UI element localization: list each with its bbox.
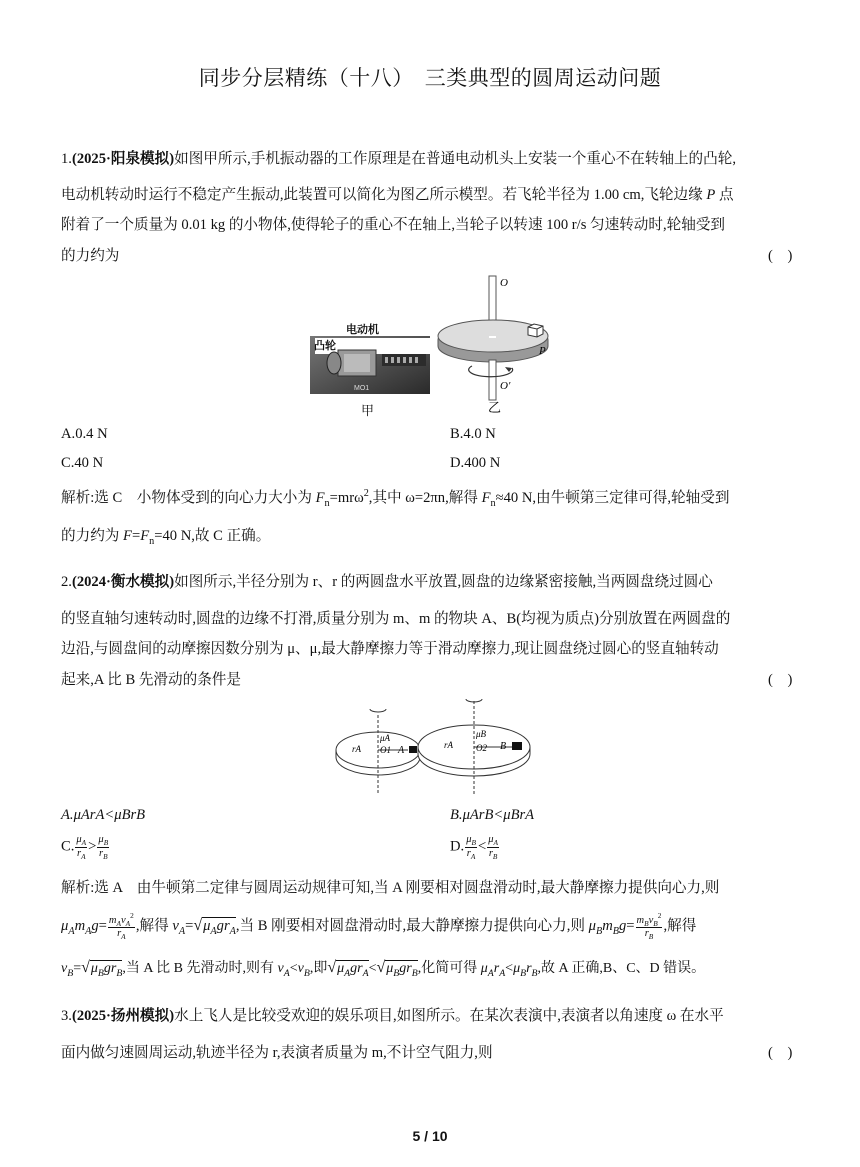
- label-yi: 乙: [488, 400, 502, 414]
- motor-label: 电动机: [346, 324, 379, 336]
- block-a-label: A: [398, 745, 405, 756]
- q2-option-c: C. $\frac{\mu_A}{r_A}$ > $\frac{\mu_B}{r_B}$: [61, 834, 109, 861]
- point-p-label: P: [539, 345, 546, 357]
- block-b-label: B: [500, 741, 507, 752]
- figure-jia-photo: [310, 318, 430, 400]
- r-a-label-right: rA: [444, 740, 453, 750]
- q2-analysis-line2: $\mu_Am_Ag=$ $\frac{m_Av_A^2}{r_A}$ ,解得 $v_A=√\mu_Agr_A$,当 B 刚要相对圆盘滑动时,最大静摩擦力提供向心力,则 $\mu_Bm_Bg=$ $\frac{m_Bv_B^2}{r_B}$ ,解得: [61, 911, 697, 942]
- q2-line1: 2.(2024·衡水模拟)如图所示,半径分别为 r、r 的两圆盘水平放置,圆盘的边缘紧密接触,当两圆盘绕过圆心: [61, 574, 713, 590]
- q2-line2: 的竖直轴匀速转动时,圆盘的边缘不打滑,质量分别为 m、m 的物块 A、B(均视为质点)分别放置在两圆盘的: [61, 611, 731, 627]
- q1-line3: 附着了一个质量为 0.01 kg 的小物体,使得轮子的重心不在轴上,当轮子以转速 100 r/s 匀速转动时,轮轴受到: [61, 217, 726, 233]
- q1-line1: 1.(2025·阳泉模拟)如图甲所示,手机振动器的工作原理是在普通电动机头上安装一个重心不在转轴上的凸轮,: [61, 151, 736, 167]
- q3-answer-paren: ( ): [768, 1045, 793, 1061]
- o2-label: O2: [476, 743, 487, 753]
- q2-analysis-line3: $v_B=√\mu_Bgr_B$,当 A 比 B 先滑动时,则有 $v_A<v_B$,即$√\mu_Agr_A<√\mu_Bgr_B$,化简可得 $\mu_Ar_A<\mu_Br_B$,故 A 正确,B、C、D 错误。: [61, 959, 706, 979]
- q1-option-c: C.40 N: [61, 455, 104, 471]
- axis-top-label: O: [500, 277, 508, 289]
- q2-line4: 起来,A 比 B 先滑动的条件是: [61, 672, 241, 688]
- q2-option-d: D. $\frac{\mu_B}{r_A}$ < $\frac{\mu_A}{r_B}$: [450, 834, 498, 861]
- q3-line1: 3.(2025·扬州模拟)水上飞人是比较受欢迎的娱乐项目,如图所示。在某次表演中,表演者以角速度 ω 在水平: [61, 1008, 724, 1024]
- q1-answer-paren: ( ): [768, 248, 793, 264]
- q1-option-d: D.400 N: [450, 455, 501, 471]
- page-number: 5 / 10: [412, 1128, 448, 1144]
- label-jia: 甲: [361, 403, 375, 418]
- q1-analysis-line2: 的力约为 $F=F_n=40$ N,故 C 正确。: [61, 528, 271, 547]
- figure-yi-flywheel: [436, 272, 576, 414]
- q2-option-a: A.μArA<μBrB: [61, 807, 146, 823]
- q1-line2: 电动机转动时运行不稳定产生振动,此装置可以简化为图乙所示模型。若飞轮半径为 1.00 cm,飞轮边缘 P 点: [61, 187, 734, 203]
- q2-line3: 边沿,与圆盘间的动摩擦因数分别为 μ、μ,最大静摩擦力等于滑动摩擦力,现让圆盘绕过圆心的竖直轴转动: [61, 641, 719, 657]
- q1-option-b: B.4.0 N: [450, 426, 496, 442]
- cam-label: 凸轮: [314, 340, 336, 352]
- q1-option-a: A.0.4 N: [61, 426, 108, 442]
- figure-two-discs: [332, 695, 532, 797]
- mu-b-label: μB: [476, 729, 487, 739]
- q2-option-b: B.μArB<μBrA: [450, 807, 535, 823]
- mu-a-label: μA: [380, 733, 391, 743]
- chip-label: MO1: [354, 385, 370, 392]
- page-title: 同步分层精练（十八） 三类典型的圆周运动问题: [198, 66, 662, 90]
- o1-label: O1: [380, 745, 391, 755]
- r-a-label-left: rA: [352, 744, 361, 754]
- q1-analysis-line1: 解析:选 C 小物体受到的向心力大小为 $F_n=mr\omega^2$,其中 ω=2πn,解得 $F_n\approx 40$ N,由牛顿第三定律可得,轮轴受到: [61, 488, 730, 509]
- axis-bottom-label: O′: [500, 380, 511, 392]
- q3-line2: 面内做匀速圆周运动,轨迹半径为 r,表演者质量为 m,不计空气阻力,则: [61, 1045, 493, 1061]
- q1-line4: 的力约为: [61, 248, 120, 264]
- q2-analysis-line1: 解析:选 A 由牛顿第二定律与圆周运动规律可知,当 A 刚要相对圆盘滑动时,最大静摩擦力提供向心力,则: [61, 880, 720, 896]
- q2-answer-paren: ( ): [768, 672, 793, 688]
